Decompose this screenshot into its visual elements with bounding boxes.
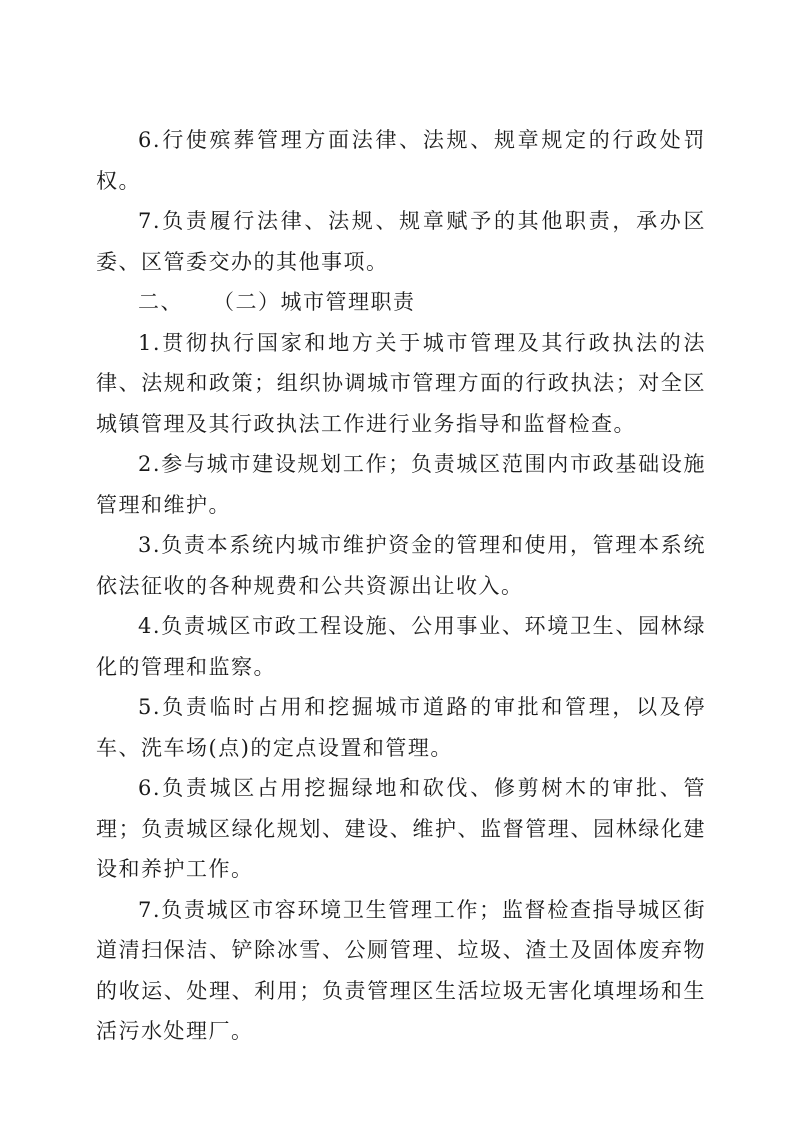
section-title: （二）城市管理职责 [213,290,416,314]
paragraph-item-1: 1.贯彻执行国家和地方关于城市管理及其行政执法的法律、法规和政策；组织协调城市管理方面的行政执法；对全区城镇管理及其行政执法工作进行业务指导和监督检查。 [96,330,706,436]
paragraph-item-2: 2.参与城市建设规划工作；负责城区范围内市政基础设施管理和维护。 [96,452,706,517]
paragraph-item-7b: 7.负责城区市容环境卫生管理工作；监督检查指导城区街道清扫保洁、铲除冰雪、公厕管理、垃圾、渣土及固体废弃物的收运、处理、利用；负责管理区生活垃圾无害化填埋场和生活污水处理厂。 [96,897,706,1043]
paragraph-item-6: 6.行使殡葬管理方面法律、法规、规章规定的行政处罚权。 [96,128,706,193]
paragraph-item-3: 3.负责本系统内城市维护资金的管理和使用，管理本系统依法征收的各种规费和公共资源出让收入。 [96,533,706,598]
section-heading [96,282,706,323]
document-body [96,120,706,1052]
paragraph-item-5: 5.负责临时占用和挖掘城市道路的审批和管理，以及停车、洗车场(点)的定点设置和管理。 [96,695,706,760]
paragraph-item-7: 7.负责履行法律、法规、规章赋予的其他职责，承办区委、区管委交办的其他事项。 [96,209,706,274]
section-number: 二、 [138,290,183,314]
paragraph-item-4: 4.负责城区市政工程设施、公用事业、环境卫生、园林绿化的管理和监察。 [96,614,706,679]
paragraph-item-6b: 6.负责城区占用挖掘绿地和砍伐、修剪树木的审批、管理；负责城区绿化规划、建设、维护、监督管理、园林绿化建设和养护工作。 [96,776,706,881]
